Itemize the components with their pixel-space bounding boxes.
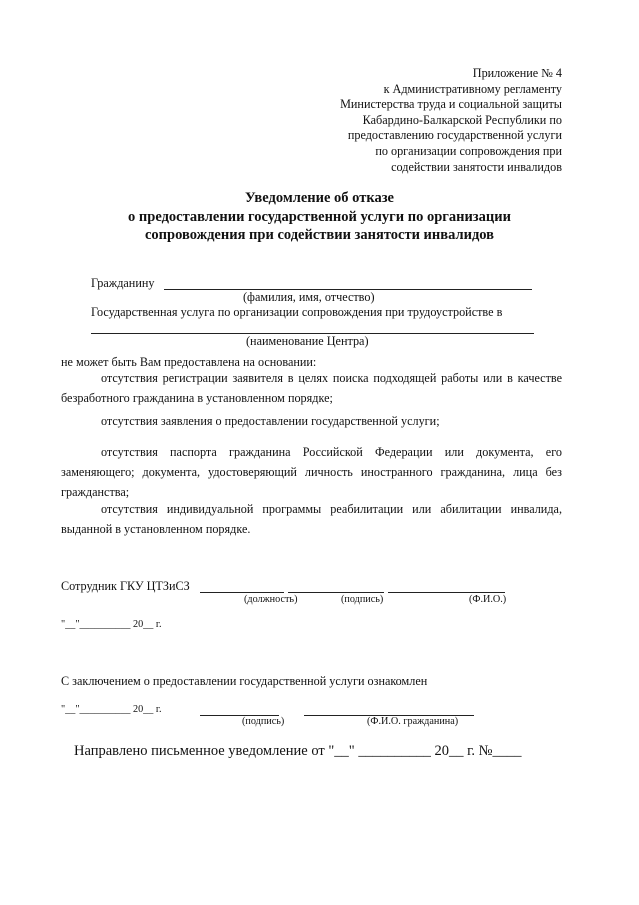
document-title bbox=[0, 189, 639, 245]
reason-text: отсутствия регистрации заявителя в целях поиска подходящей работы или в качестве безработного гражданина в установленном порядке; bbox=[61, 371, 562, 405]
reason-text: отсутствия индивидуальной программы реабилитации или абилитации инвалида, выданной в установленном порядке. bbox=[61, 502, 562, 536]
citizen-label: Гражданину bbox=[91, 276, 155, 290]
employee-name-hint: (Ф.И.О.) bbox=[469, 594, 507, 605]
reason-paragraph bbox=[61, 368, 562, 408]
reasons-intro: не может быть Вам предоставлена на основании: bbox=[61, 355, 317, 369]
reason-paragraph bbox=[61, 411, 562, 431]
service-line: Государственная услуга по организации сопровождения при трудоустройстве в bbox=[91, 305, 503, 319]
acquaint-signature-hint: (подпись) bbox=[242, 716, 285, 727]
citizen-hint: (фамилия, имя, отчество) bbox=[243, 290, 375, 304]
annex-line: Министерства труда и социальной защиты bbox=[340, 97, 562, 112]
annex-line: к Административному регламенту bbox=[383, 81, 562, 96]
title-line: о предоставлении государственной услуги по организации bbox=[128, 208, 511, 225]
acquaint-name-hint: (Ф.И.О. гражданина) bbox=[367, 716, 459, 727]
acquaint-text: С заключением о предоставлении государственной услуги ознакомлен bbox=[61, 674, 428, 688]
employee-position-hint: (должность) bbox=[244, 594, 298, 605]
sent-notice: Направлено письменное уведомление от "__" __________ 20__ г. №____ bbox=[74, 743, 522, 759]
annex-line: содействии занятости инвалидов bbox=[391, 159, 562, 174]
center-hint: (наименование Центра) bbox=[246, 334, 369, 348]
employee-name-field[interactable] bbox=[388, 592, 505, 593]
employee-signature-field[interactable] bbox=[288, 592, 384, 593]
reason-paragraph bbox=[61, 499, 562, 539]
annex-header bbox=[340, 66, 562, 175]
employee-date: "__"__________ 20__ г. bbox=[61, 619, 162, 630]
reason-paragraph bbox=[61, 442, 562, 502]
annex-line: Кабардино-Балкарской Республики по bbox=[362, 112, 562, 127]
title-line: сопровождения при содействии занятости инвалидов bbox=[144, 227, 495, 243]
title-line: Уведомление об отказе bbox=[244, 190, 394, 206]
annex-line: по организации сопровождения при bbox=[375, 143, 562, 158]
reason-text: отсутствия заявления о предоставлении государственной услуги; bbox=[101, 414, 440, 428]
reason-text: отсутствия паспорта гражданина Российской Федерации или документа, его заменяющего; документа, удостоверяющий личность иностранного гражданина, лица без гражданства; bbox=[61, 445, 562, 499]
employee-label: Сотрудник ГКУ ЦТЗиСЗ bbox=[61, 579, 190, 593]
employee-signature-hint: (подпись) bbox=[341, 594, 384, 605]
employee-position-field[interactable] bbox=[200, 592, 284, 593]
annex-line: предоставлению государственной услуги bbox=[347, 128, 562, 143]
annex-line: Приложение № 4 bbox=[472, 66, 562, 80]
acquaint-date: "__"__________ 20__ г. bbox=[61, 704, 162, 715]
